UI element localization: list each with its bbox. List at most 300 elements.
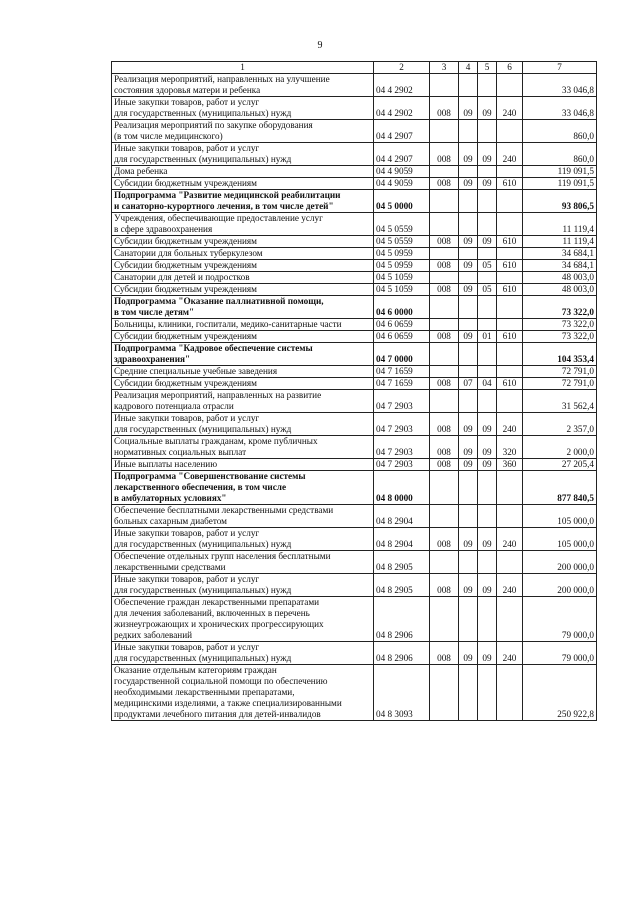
row-code: 04 7 2903 bbox=[374, 436, 430, 459]
row-amount: 119 091,5 bbox=[523, 178, 597, 190]
row-section-code bbox=[459, 471, 478, 505]
row-ministry-code: 008 bbox=[430, 436, 459, 459]
subprogram-row bbox=[112, 471, 597, 505]
row-name-line: Обеспечение граждан лекарственными препаратами bbox=[114, 597, 320, 607]
row-section-code: 09 bbox=[459, 528, 478, 551]
row-expense-type-code bbox=[497, 120, 523, 143]
row-name bbox=[112, 471, 374, 505]
row-amount: 860,0 bbox=[523, 143, 597, 166]
row-expense-type-code: 610 bbox=[497, 378, 523, 390]
row-ministry-code bbox=[430, 120, 459, 143]
row-ministry-code: 008 bbox=[430, 143, 459, 166]
row-name bbox=[112, 436, 374, 459]
table-row bbox=[112, 528, 597, 551]
row-ministry-code bbox=[430, 74, 459, 97]
row-section-code bbox=[459, 505, 478, 528]
row-name-line: Иные закупки товаров, работ и услуг bbox=[114, 143, 260, 153]
column-header: 2 bbox=[374, 62, 430, 74]
row-expense-type-code bbox=[497, 366, 523, 378]
row-expense-type-code: 240 bbox=[497, 574, 523, 597]
row-subsection-code bbox=[478, 665, 497, 721]
row-expense-type-code bbox=[497, 74, 523, 97]
row-name bbox=[112, 551, 374, 574]
row-name bbox=[112, 213, 374, 236]
row-name-line: Обеспечение бесплатными лекарственными средствами bbox=[114, 505, 334, 515]
row-name-line: продуктами лечебного питания для детей-инвалидов bbox=[114, 709, 321, 719]
row-amount: 27 205,4 bbox=[523, 459, 597, 471]
row-expense-type-code bbox=[497, 190, 523, 213]
row-amount: 2 357,0 bbox=[523, 413, 597, 436]
row-section-code: 07 bbox=[459, 378, 478, 390]
row-name-line: Подпрограмма "Совершенствование системы bbox=[114, 471, 306, 481]
row-ministry-code: 008 bbox=[430, 574, 459, 597]
row-section-code: 09 bbox=[459, 97, 478, 120]
row-name bbox=[112, 413, 374, 436]
column-header: 7 bbox=[523, 62, 597, 74]
table-row bbox=[112, 378, 597, 390]
row-subsection-code bbox=[478, 366, 497, 378]
row-expense-type-code bbox=[497, 551, 523, 574]
row-code: 04 5 0959 bbox=[374, 248, 430, 260]
row-name-line: Обеспечение отдельных групп населения бесплатными bbox=[114, 551, 331, 561]
row-amount: 79 000,0 bbox=[523, 642, 597, 665]
row-name-line: в сфере здравоохранения bbox=[114, 224, 213, 234]
row-expense-type-code bbox=[497, 272, 523, 284]
row-name-line: Субсидии бюджетным учреждениям bbox=[114, 331, 257, 341]
row-subsection-code: 09 bbox=[478, 436, 497, 459]
table-row bbox=[112, 143, 597, 166]
row-subsection-code bbox=[478, 120, 497, 143]
row-section-code: 09 bbox=[459, 413, 478, 436]
row-subsection-code: 09 bbox=[478, 459, 497, 471]
row-name bbox=[112, 390, 374, 413]
row-amount: 119 091,5 bbox=[523, 166, 597, 178]
row-name-line: Субсидии бюджетным учреждениям bbox=[114, 260, 257, 270]
row-code: 04 5 0559 bbox=[374, 213, 430, 236]
row-name-line: для лечения заболеваний, включенных в перечень bbox=[114, 608, 310, 618]
row-section-code bbox=[459, 248, 478, 260]
row-name bbox=[112, 665, 374, 721]
row-name-line: Социальные выплаты гражданам, кроме публичных bbox=[114, 436, 318, 446]
row-code: 04 5 1059 bbox=[374, 272, 430, 284]
table-row bbox=[112, 665, 597, 721]
row-name-line: Реализация мероприятий, направленных на улучшение bbox=[114, 74, 330, 84]
row-expense-type-code bbox=[497, 296, 523, 319]
row-section-code bbox=[459, 296, 478, 319]
row-expense-type-code bbox=[497, 505, 523, 528]
row-name-line: Оказание отдельным категориям граждан bbox=[114, 665, 277, 675]
row-ministry-code: 008 bbox=[430, 413, 459, 436]
row-code: 04 8 2904 bbox=[374, 505, 430, 528]
row-section-code: 09 bbox=[459, 642, 478, 665]
row-section-code bbox=[459, 272, 478, 284]
row-section-code bbox=[459, 120, 478, 143]
row-ministry-code bbox=[430, 319, 459, 331]
row-name-line: лекарственного обеспечения, в том числе bbox=[114, 482, 287, 492]
row-section-code bbox=[459, 597, 478, 642]
row-subsection-code bbox=[478, 248, 497, 260]
row-ministry-code: 008 bbox=[430, 236, 459, 248]
row-code: 04 4 2907 bbox=[374, 143, 430, 166]
row-code: 04 7 2903 bbox=[374, 413, 430, 436]
table-body bbox=[112, 74, 597, 721]
row-expense-type-code bbox=[497, 319, 523, 331]
row-subsection-code bbox=[478, 319, 497, 331]
row-name-line: нормативных социальных выплат bbox=[114, 447, 247, 457]
row-section-code bbox=[459, 190, 478, 213]
row-name-line: Санатории для больных туберкулезом bbox=[114, 248, 263, 258]
row-name bbox=[112, 331, 374, 343]
row-name bbox=[112, 166, 374, 178]
row-name-line: Реализация мероприятий по закупке оборудования bbox=[114, 120, 313, 130]
table-row bbox=[112, 166, 597, 178]
table-row bbox=[112, 366, 597, 378]
row-code: 04 7 0000 bbox=[374, 343, 430, 366]
row-name-line: и санаторно-курортного лечения, в том числе детей" bbox=[114, 201, 334, 211]
row-code: 04 5 0559 bbox=[374, 236, 430, 248]
row-name-line: Субсидии бюджетным учреждениям bbox=[114, 284, 257, 294]
row-expense-type-code: 360 bbox=[497, 459, 523, 471]
row-name bbox=[112, 120, 374, 143]
row-name bbox=[112, 74, 374, 97]
row-amount: 31 562,4 bbox=[523, 390, 597, 413]
row-name bbox=[112, 260, 374, 272]
row-code: 04 7 1659 bbox=[374, 378, 430, 390]
row-name-line: для государственных (муниципальных) нужд bbox=[114, 424, 292, 434]
row-subsection-code: 09 bbox=[478, 528, 497, 551]
row-code: 04 6 0659 bbox=[374, 319, 430, 331]
row-section-code bbox=[459, 551, 478, 574]
row-name bbox=[112, 378, 374, 390]
row-name-line: Иные закупки товаров, работ и услуг bbox=[114, 97, 260, 107]
row-name-line: лекарственными средствами bbox=[114, 562, 226, 572]
row-amount: 2 000,0 bbox=[523, 436, 597, 459]
row-code: 04 7 2903 bbox=[374, 390, 430, 413]
row-expense-type-code bbox=[497, 471, 523, 505]
row-section-code bbox=[459, 319, 478, 331]
row-code: 04 4 2902 bbox=[374, 97, 430, 120]
row-name-line: в амбулаторных условиях" bbox=[114, 493, 227, 503]
row-name-line: для государственных (муниципальных) нужд bbox=[114, 539, 292, 549]
row-name-line: для государственных (муниципальных) нужд bbox=[114, 154, 292, 164]
row-ministry-code bbox=[430, 366, 459, 378]
row-amount: 73 322,0 bbox=[523, 319, 597, 331]
row-section-code bbox=[459, 166, 478, 178]
table-row bbox=[112, 284, 597, 296]
row-section-code bbox=[459, 343, 478, 366]
table-row bbox=[112, 248, 597, 260]
row-expense-type-code: 610 bbox=[497, 236, 523, 248]
row-name-line: Иные закупки товаров, работ и услуг bbox=[114, 642, 260, 652]
row-ministry-code: 008 bbox=[430, 331, 459, 343]
row-name-line: Субсидии бюджетным учреждениям bbox=[114, 378, 257, 388]
row-amount: 860,0 bbox=[523, 120, 597, 143]
budget-table bbox=[111, 61, 597, 721]
table-row bbox=[112, 236, 597, 248]
row-subsection-code: 04 bbox=[478, 378, 497, 390]
row-ministry-code bbox=[430, 665, 459, 721]
row-section-code bbox=[459, 390, 478, 413]
row-expense-type-code: 240 bbox=[497, 413, 523, 436]
subprogram-row bbox=[112, 190, 597, 213]
row-ministry-code: 008 bbox=[430, 284, 459, 296]
row-ministry-code bbox=[430, 343, 459, 366]
row-amount: 250 922,8 bbox=[523, 665, 597, 721]
row-section-code bbox=[459, 665, 478, 721]
table-row bbox=[112, 642, 597, 665]
row-name bbox=[112, 366, 374, 378]
row-subsection-code: 09 bbox=[478, 413, 497, 436]
row-ministry-code bbox=[430, 213, 459, 236]
row-code: 04 5 0959 bbox=[374, 260, 430, 272]
row-amount: 34 684,1 bbox=[523, 248, 597, 260]
row-name bbox=[112, 528, 374, 551]
row-amount: 72 791,0 bbox=[523, 366, 597, 378]
row-name-line: Санатории для детей и подростков bbox=[114, 272, 250, 282]
row-amount: 11 119,4 bbox=[523, 213, 597, 236]
row-ministry-code bbox=[430, 166, 459, 178]
row-section-code: 09 bbox=[459, 260, 478, 272]
row-section-code: 09 bbox=[459, 574, 478, 597]
row-name bbox=[112, 505, 374, 528]
row-amount: 877 840,5 bbox=[523, 471, 597, 505]
row-ministry-code bbox=[430, 390, 459, 413]
row-ministry-code bbox=[430, 551, 459, 574]
row-name-line: Иные закупки товаров, работ и услуг bbox=[114, 574, 260, 584]
row-ministry-code bbox=[430, 471, 459, 505]
row-name-line: здравоохранения" bbox=[114, 354, 191, 364]
table-row bbox=[112, 74, 597, 97]
page-number: 9 bbox=[317, 40, 323, 51]
row-expense-type-code: 240 bbox=[497, 97, 523, 120]
row-name-line: для государственных (муниципальных) нужд bbox=[114, 585, 292, 595]
row-section-code bbox=[459, 366, 478, 378]
row-code: 04 8 0000 bbox=[374, 471, 430, 505]
row-name-line: Субсидии бюджетным учреждениям bbox=[114, 178, 257, 188]
row-code: 04 8 2905 bbox=[374, 574, 430, 597]
row-expense-type-code bbox=[497, 390, 523, 413]
row-section-code: 09 bbox=[459, 331, 478, 343]
row-expense-type-code: 610 bbox=[497, 284, 523, 296]
row-name-line: государственной социальной помощи по обеспечению bbox=[114, 676, 328, 686]
row-name-line: (в том числе медицинского) bbox=[114, 131, 223, 141]
row-amount: 33 046,8 bbox=[523, 97, 597, 120]
row-name bbox=[112, 272, 374, 284]
row-amount: 34 684,1 bbox=[523, 260, 597, 272]
row-expense-type-code: 610 bbox=[497, 178, 523, 190]
subprogram-row bbox=[112, 343, 597, 366]
row-code: 04 6 0000 bbox=[374, 296, 430, 319]
row-name-line: кадрового потенциала отрасли bbox=[114, 401, 234, 411]
row-name-line: жизнеугрожающих и хронических прогрессирующих bbox=[114, 619, 324, 629]
row-name-line: необходимыми лекарственными препаратами, bbox=[114, 687, 295, 697]
row-ministry-code bbox=[430, 190, 459, 213]
row-section-code bbox=[459, 74, 478, 97]
row-subsection-code: 09 bbox=[478, 97, 497, 120]
row-ministry-code: 008 bbox=[430, 459, 459, 471]
row-amount: 48 003,0 bbox=[523, 272, 597, 284]
table-row bbox=[112, 390, 597, 413]
row-subsection-code bbox=[478, 166, 497, 178]
row-code: 04 7 2903 bbox=[374, 459, 430, 471]
row-code: 04 6 0659 bbox=[374, 331, 430, 343]
row-subsection-code bbox=[478, 272, 497, 284]
row-amount: 105 000,0 bbox=[523, 528, 597, 551]
row-name-line: для государственных (муниципальных) нужд bbox=[114, 108, 292, 118]
table-row bbox=[112, 178, 597, 190]
row-name bbox=[112, 597, 374, 642]
row-section-code: 09 bbox=[459, 459, 478, 471]
row-amount: 104 353,4 bbox=[523, 343, 597, 366]
table-row bbox=[112, 213, 597, 236]
row-amount: 105 000,0 bbox=[523, 505, 597, 528]
row-name-line: больных сахарным диабетом bbox=[114, 516, 227, 526]
table-row bbox=[112, 574, 597, 597]
table-row bbox=[112, 319, 597, 331]
row-section-code: 09 bbox=[459, 436, 478, 459]
row-code: 04 4 2907 bbox=[374, 120, 430, 143]
row-name bbox=[112, 143, 374, 166]
table-row bbox=[112, 331, 597, 343]
row-name-line: состояния здоровья матери и ребенка bbox=[114, 85, 261, 95]
row-subsection-code bbox=[478, 597, 497, 642]
row-name-line: Иные закупки товаров, работ и услуг bbox=[114, 528, 260, 538]
row-amount: 11 119,4 bbox=[523, 236, 597, 248]
row-code: 04 8 2906 bbox=[374, 642, 430, 665]
table-row bbox=[112, 459, 597, 471]
row-subsection-code: 09 bbox=[478, 574, 497, 597]
row-ministry-code: 008 bbox=[430, 528, 459, 551]
row-subsection-code bbox=[478, 471, 497, 505]
row-name-line: Подпрограмма "Развитие медицинской реабилитации bbox=[114, 190, 341, 200]
row-name-line: Реализация мероприятий, направленных на развитие bbox=[114, 390, 322, 400]
row-name-line: Средние специальные учебные заведения bbox=[114, 366, 278, 376]
table-row bbox=[112, 120, 597, 143]
table-row bbox=[112, 436, 597, 459]
row-code: 04 8 2906 bbox=[374, 597, 430, 642]
row-ministry-code bbox=[430, 248, 459, 260]
row-code: 04 4 9059 bbox=[374, 178, 430, 190]
row-amount: 33 046,8 bbox=[523, 74, 597, 97]
row-name-line: Дома ребенка bbox=[114, 166, 168, 176]
table-row bbox=[112, 97, 597, 120]
row-name-line: Подпрограмма "Кадровое обеспечение системы bbox=[114, 343, 313, 353]
row-name-line: для государственных (муниципальных) нужд bbox=[114, 653, 292, 663]
row-name-line: Иные выплаты населению bbox=[114, 459, 218, 469]
table-row bbox=[112, 551, 597, 574]
row-ministry-code: 008 bbox=[430, 378, 459, 390]
row-expense-type-code bbox=[497, 343, 523, 366]
row-amount: 93 806,5 bbox=[523, 190, 597, 213]
row-subsection-code: 09 bbox=[478, 178, 497, 190]
row-name-line: Подпрограмма "Оказание паллиативной помощи, bbox=[114, 296, 324, 306]
row-expense-type-code: 240 bbox=[497, 143, 523, 166]
row-section-code: 09 bbox=[459, 143, 478, 166]
row-ministry-code: 008 bbox=[430, 642, 459, 665]
row-expense-type-code: 610 bbox=[497, 260, 523, 272]
row-name-line: редких заболеваний bbox=[114, 630, 193, 640]
row-ministry-code bbox=[430, 597, 459, 642]
table-row bbox=[112, 413, 597, 436]
row-name bbox=[112, 296, 374, 319]
row-code: 04 7 1659 bbox=[374, 366, 430, 378]
row-ministry-code bbox=[430, 272, 459, 284]
row-expense-type-code bbox=[497, 597, 523, 642]
row-section-code: 09 bbox=[459, 178, 478, 190]
row-name bbox=[112, 97, 374, 120]
row-expense-type-code: 610 bbox=[497, 331, 523, 343]
row-section-code bbox=[459, 213, 478, 236]
row-code: 04 5 0000 bbox=[374, 190, 430, 213]
row-expense-type-code bbox=[497, 665, 523, 721]
row-code: 04 8 2905 bbox=[374, 551, 430, 574]
row-expense-type-code: 320 bbox=[497, 436, 523, 459]
row-amount: 48 003,0 bbox=[523, 284, 597, 296]
row-code: 04 4 9059 bbox=[374, 166, 430, 178]
row-code: 04 8 2904 bbox=[374, 528, 430, 551]
row-name bbox=[112, 284, 374, 296]
row-subsection-code bbox=[478, 343, 497, 366]
row-ministry-code: 008 bbox=[430, 260, 459, 272]
column-header: 3 bbox=[430, 62, 459, 74]
row-subsection-code bbox=[478, 296, 497, 319]
row-subsection-code bbox=[478, 505, 497, 528]
row-name bbox=[112, 574, 374, 597]
row-subsection-code: 09 bbox=[478, 642, 497, 665]
row-name-line: Больницы, клиники, госпитали, медико-санитарные части bbox=[114, 319, 342, 329]
row-expense-type-code bbox=[497, 166, 523, 178]
row-name bbox=[112, 236, 374, 248]
row-expense-type-code bbox=[497, 248, 523, 260]
row-name bbox=[112, 248, 374, 260]
row-name bbox=[112, 319, 374, 331]
row-subsection-code: 01 bbox=[478, 331, 497, 343]
table-row bbox=[112, 597, 597, 642]
row-name bbox=[112, 343, 374, 366]
row-name-line: Иные закупки товаров, работ и услуг bbox=[114, 413, 260, 423]
column-header: 1 bbox=[112, 62, 374, 74]
row-amount: 72 791,0 bbox=[523, 378, 597, 390]
column-header: 4 bbox=[459, 62, 478, 74]
row-name bbox=[112, 178, 374, 190]
row-name bbox=[112, 459, 374, 471]
row-ministry-code: 008 bbox=[430, 178, 459, 190]
row-subsection-code: 05 bbox=[478, 284, 497, 296]
row-expense-type-code: 240 bbox=[497, 642, 523, 665]
row-subsection-code: 09 bbox=[478, 143, 497, 166]
table-row bbox=[112, 272, 597, 284]
row-ministry-code bbox=[430, 505, 459, 528]
row-expense-type-code: 240 bbox=[497, 528, 523, 551]
row-expense-type-code bbox=[497, 213, 523, 236]
row-amount: 200 000,0 bbox=[523, 574, 597, 597]
row-name-line: в том числе детям" bbox=[114, 307, 195, 317]
row-subsection-code bbox=[478, 190, 497, 213]
row-name-line: медицинскими изделиями, а также специализированными bbox=[114, 698, 342, 708]
row-section-code: 09 bbox=[459, 284, 478, 296]
row-amount: 73 322,0 bbox=[523, 331, 597, 343]
row-subsection-code bbox=[478, 551, 497, 574]
table-row bbox=[112, 260, 597, 272]
row-subsection-code bbox=[478, 74, 497, 97]
subprogram-row bbox=[112, 296, 597, 319]
row-subsection-code: 09 bbox=[478, 236, 497, 248]
row-amount: 73 322,0 bbox=[523, 296, 597, 319]
row-subsection-code: 05 bbox=[478, 260, 497, 272]
row-name bbox=[112, 190, 374, 213]
table-header-row bbox=[112, 62, 597, 74]
row-code: 04 5 1059 bbox=[374, 284, 430, 296]
